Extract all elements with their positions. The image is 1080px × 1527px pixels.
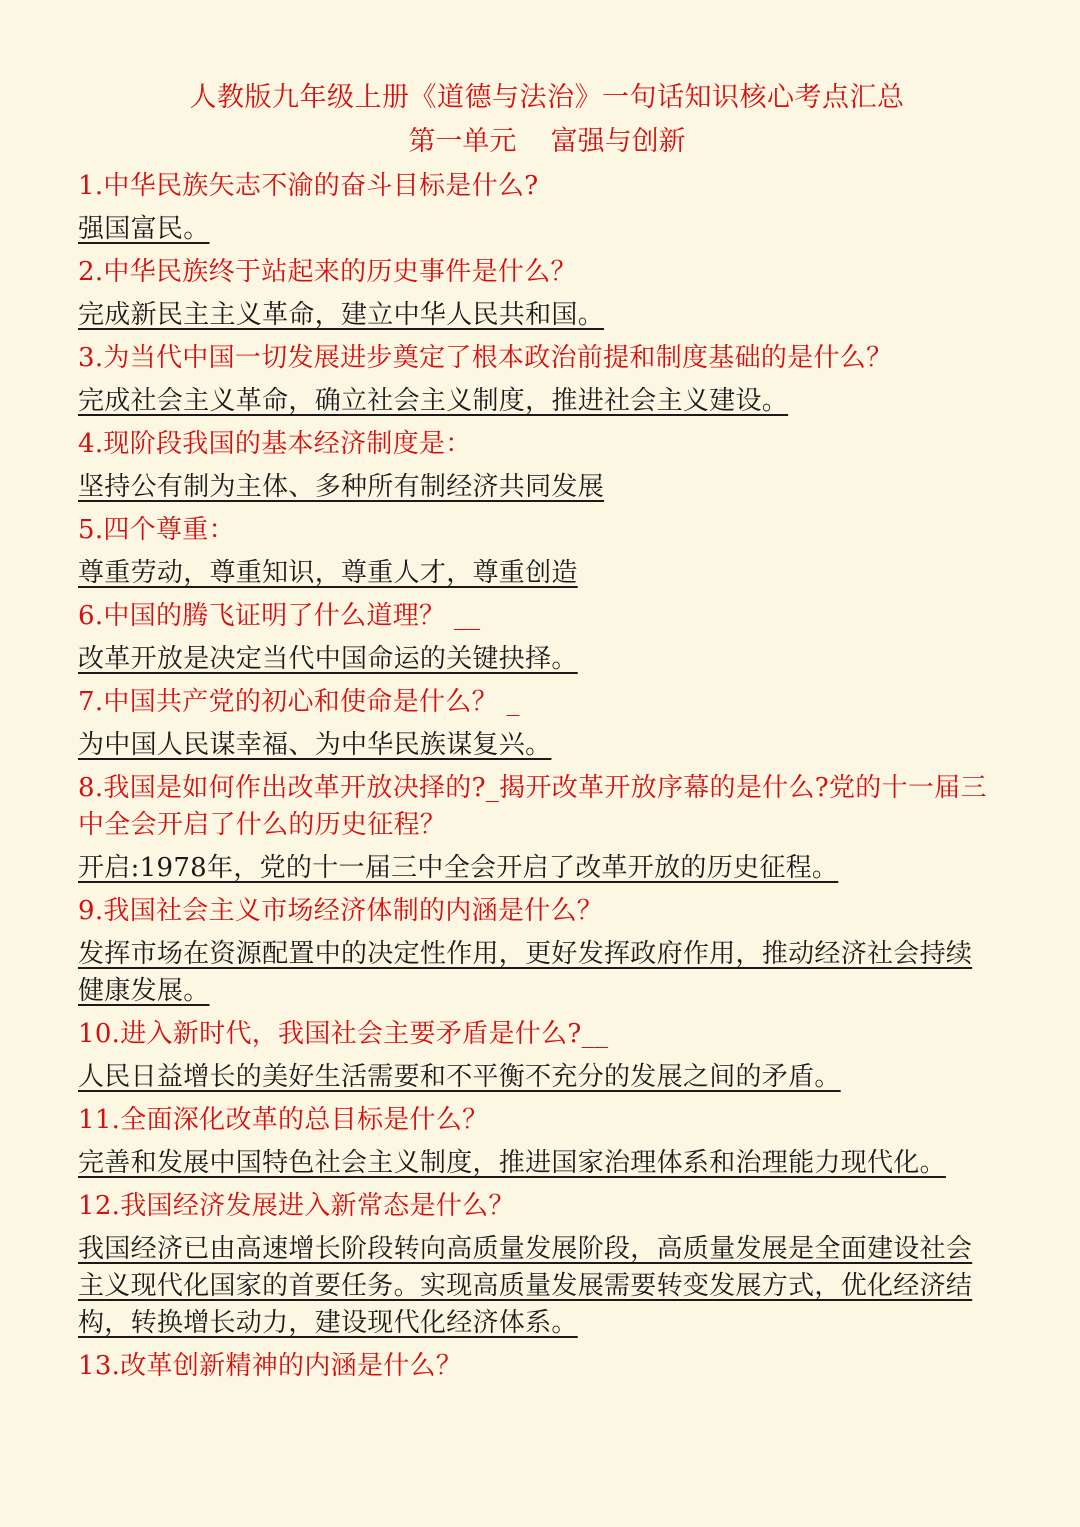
answer bbox=[78, 641, 996, 678]
answer-text: 完成社会主义革命，确立社会主义制度，推进社会主义建设。 bbox=[78, 386, 789, 416]
question: 4.现阶段我国的基本经济制度是： bbox=[78, 429, 472, 459]
answer-text: 发挥市场在资源配置中的决定性作用，更好发挥政府作用，推动经济社会持续健康发展。 bbox=[78, 939, 973, 1006]
answer-text: 完善和发展中国特色社会主义制度，推进国家治理体系和治理能力现代化。 bbox=[78, 1148, 946, 1178]
qa-item bbox=[78, 684, 996, 764]
answer bbox=[78, 1231, 996, 1342]
qa-item bbox=[78, 893, 996, 1010]
qa-item bbox=[78, 1348, 996, 1385]
answer-text: 为中国人民谋幸福、为中华民族谋复兴。 bbox=[78, 730, 552, 760]
answer bbox=[78, 727, 996, 764]
answer-text: 尊重劳动，尊重知识，尊重人才，尊重创造 bbox=[78, 558, 578, 588]
qa-item bbox=[78, 770, 996, 887]
qa-item bbox=[78, 1188, 996, 1342]
answer-text: 坚持公有制为主体、多种所有制经济共同发展 bbox=[78, 472, 605, 502]
answer-text: 人民日益增长的美好生活需要和不平衡不充分的发展之间的矛盾。 bbox=[78, 1062, 841, 1092]
answer bbox=[78, 1145, 996, 1182]
answer bbox=[78, 936, 996, 1010]
question: 7.中国共产党的初心和使命是什么？ _ bbox=[78, 687, 520, 717]
answer-text: 我国经济已由高速增长阶段转向高质量发展阶段，高质量发展是全面建设社会主义现代化国家的首要任务。实现高质量发展需要转变发展方式，优化经济结构，转换增长动力，建设现代化经济体系。 bbox=[78, 1234, 973, 1338]
qa-item bbox=[78, 340, 996, 420]
answer bbox=[78, 211, 996, 248]
qa-list bbox=[78, 168, 996, 1385]
answer-text: 改革开放是决定当代中国命运的关键抉择。 bbox=[78, 644, 578, 674]
answer bbox=[78, 469, 996, 506]
qa-item bbox=[78, 426, 996, 506]
qa-item bbox=[78, 598, 996, 678]
answer bbox=[78, 383, 996, 420]
qa-item bbox=[78, 1016, 996, 1096]
question: 6.中国的腾飞证明了什么道理？ __ bbox=[78, 601, 481, 631]
question: 11.全面深化改革的总目标是什么？ bbox=[78, 1105, 489, 1135]
question: 3.为当代中国一切发展进步奠定了根本政治前提和制度基础的是什么？ bbox=[78, 343, 893, 373]
qa-item bbox=[78, 512, 996, 592]
question: 8.我国是如何作出改革开放决择的?_揭开改革开放序幕的是什么?党的十一届三中全会开启了什么的历史征程？ bbox=[78, 773, 987, 840]
answer-text: 完成新民主主义革命，建立中华人民共和国。 bbox=[78, 300, 605, 330]
answer bbox=[78, 1059, 996, 1096]
document-title: 人教版九年级上册《道德与法治》一句话知识核心考点汇总 bbox=[189, 82, 905, 113]
question: 12.我国经济发展进入新常态是什么？ bbox=[78, 1191, 515, 1221]
question: 5.四个尊重： bbox=[78, 515, 235, 545]
unit-heading: 第一单元 富强与创新 bbox=[408, 126, 686, 157]
question: 10.进入新时代，我国社会主要矛盾是什么?__ bbox=[78, 1019, 609, 1049]
question: 13.改革创新精神的内涵是什么？ bbox=[78, 1351, 463, 1381]
answer bbox=[78, 850, 996, 887]
question: 1.中华民族矢志不渝的奋斗目标是什么? bbox=[78, 171, 539, 201]
qa-item bbox=[78, 1102, 996, 1182]
question: 9.我国社会主义市场经济体制的内涵是什么？ bbox=[78, 896, 604, 926]
answer bbox=[78, 555, 996, 592]
qa-item bbox=[78, 254, 996, 334]
answer-text: 强国富民。 bbox=[78, 214, 210, 244]
answer-text: 开启:1978年，党的十一届三中全会开启了改革开放的历史征程。 bbox=[78, 853, 839, 883]
qa-item bbox=[78, 168, 996, 248]
question: 2.中华民族终于站起来的历史事件是什么？ bbox=[78, 257, 577, 287]
answer bbox=[78, 297, 996, 334]
